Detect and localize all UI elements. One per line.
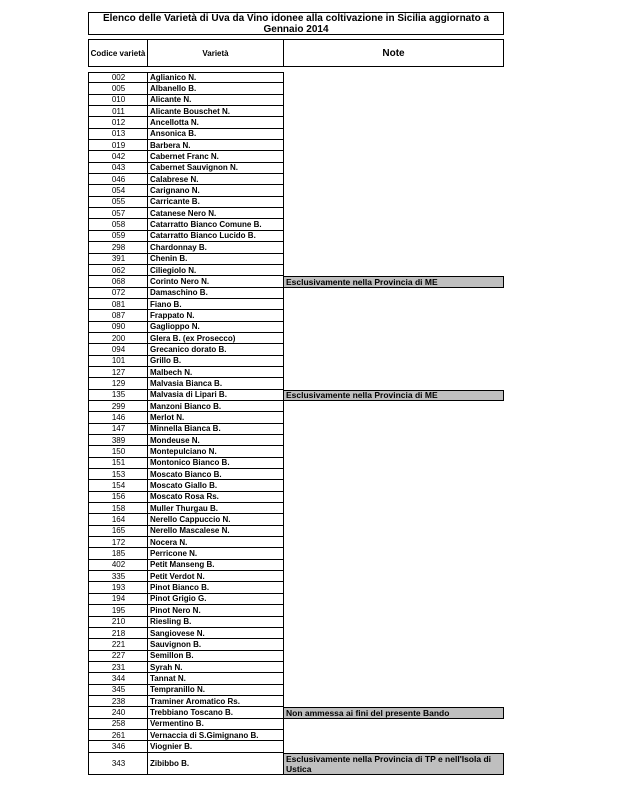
table-row — [88, 526, 504, 537]
variety-name: Glera B. (ex Prosecco) — [147, 333, 284, 344]
variety-code: 261 — [88, 730, 148, 741]
variety-code: 055 — [88, 197, 148, 208]
variety-name: Pinot Grigio G. — [147, 594, 284, 605]
variety-code: 081 — [88, 299, 148, 310]
variety-name: Ansonica B. — [147, 129, 284, 140]
table-row — [88, 356, 504, 367]
variety-code: 094 — [88, 344, 148, 355]
variety-name: Semillon B. — [147, 651, 284, 662]
variety-name: Sangiovese N. — [147, 628, 284, 639]
variety-name: Nerello Cappuccio N. — [147, 514, 284, 525]
variety-code: 172 — [88, 537, 148, 548]
table-row — [88, 662, 504, 673]
variety-name: Chenin B. — [147, 254, 284, 265]
variety-code: 240 — [88, 707, 148, 718]
variety-name: Vernaccia di S.Gimignano B. — [147, 730, 284, 741]
variety-code: 227 — [88, 651, 148, 662]
variety-name: Grecanico dorato B. — [147, 344, 284, 355]
table-row — [88, 548, 504, 559]
variety-name: Trebbiano Toscano B. — [147, 707, 284, 718]
table-row — [88, 106, 504, 117]
variety-name: Catarratto Bianco Lucido B. — [147, 231, 284, 242]
variety-code: 156 — [88, 492, 148, 503]
variety-name: Ancellotta N. — [147, 117, 284, 128]
variety-name: Malvasia Bianca B. — [147, 378, 284, 389]
table-row — [88, 197, 504, 208]
table-row — [88, 424, 504, 435]
table-row — [88, 185, 504, 196]
header-variety: Varietà — [147, 39, 284, 67]
variety-name: Petit Verdot N. — [147, 571, 284, 582]
variety-code: 402 — [88, 560, 148, 571]
variety-note: Esclusivamente nella Provincia di ME — [283, 390, 504, 401]
variety-code: 135 — [88, 390, 148, 401]
variety-name: Cabernet Sauvignon N. — [147, 163, 284, 174]
variety-code: 218 — [88, 628, 148, 639]
variety-code: 221 — [88, 639, 148, 650]
table-row — [88, 469, 504, 480]
variety-code: 165 — [88, 526, 148, 537]
table-row — [88, 685, 504, 696]
table-row — [88, 322, 504, 333]
varieties-table — [88, 72, 504, 775]
table-row — [88, 673, 504, 684]
table-row — [88, 242, 504, 253]
variety-code: 200 — [88, 333, 148, 344]
table-row — [88, 503, 504, 514]
variety-code: 231 — [88, 662, 148, 673]
variety-code: 391 — [88, 254, 148, 265]
variety-code: 146 — [88, 412, 148, 423]
variety-name: Riesling B. — [147, 617, 284, 628]
variety-code: 150 — [88, 446, 148, 457]
variety-name: Corinto Nero N. — [147, 276, 284, 287]
variety-code: 054 — [88, 185, 148, 196]
variety-code: 059 — [88, 231, 148, 242]
variety-name: Manzoni Bianco B. — [147, 401, 284, 412]
table-row — [88, 117, 504, 128]
table-row — [88, 288, 504, 299]
variety-name: Merlot N. — [147, 412, 284, 423]
table-row — [88, 492, 504, 503]
variety-code: 210 — [88, 617, 148, 628]
table-row — [88, 514, 504, 525]
variety-name: Nerello Mascalese N. — [147, 526, 284, 537]
variety-name: Minnella Bianca B. — [147, 424, 284, 435]
table-row — [88, 83, 504, 94]
variety-code: 090 — [88, 322, 148, 333]
table-row — [88, 628, 504, 639]
variety-name: Muller Thurgau B. — [147, 503, 284, 514]
table-row — [88, 310, 504, 321]
table-row — [88, 696, 504, 707]
variety-note: Non ammessa ai fini del presente Bando — [283, 707, 504, 718]
variety-code: 346 — [88, 741, 148, 752]
variety-name: Zibibbo B. — [147, 753, 284, 775]
variety-code: 343 — [88, 753, 148, 775]
header-code: Codice varietà — [88, 39, 148, 67]
table-row — [88, 412, 504, 423]
table-row — [88, 480, 504, 491]
variety-code: 005 — [88, 83, 148, 94]
table-row — [88, 140, 504, 151]
variety-code: 151 — [88, 458, 148, 469]
variety-name: Alicante Bouschet N. — [147, 106, 284, 117]
variety-name: Damaschino B. — [147, 288, 284, 299]
table-row — [88, 299, 504, 310]
table-row — [88, 378, 504, 389]
variety-code: 258 — [88, 719, 148, 730]
variety-code: 158 — [88, 503, 148, 514]
variety-name: Cabernet Franc N. — [147, 151, 284, 162]
variety-name: Moscato Giallo B. — [147, 480, 284, 491]
variety-code: 068 — [88, 276, 148, 287]
variety-name: Chardonnay B. — [147, 242, 284, 253]
variety-name: Aglianico N. — [147, 72, 284, 83]
table-row — [88, 605, 504, 616]
variety-code: 238 — [88, 696, 148, 707]
table-row — [88, 151, 504, 162]
variety-code: 299 — [88, 401, 148, 412]
variety-code: 062 — [88, 265, 148, 276]
variety-code: 193 — [88, 582, 148, 593]
variety-name: Grillo B. — [147, 356, 284, 367]
variety-name: Ciliegiolo N. — [147, 265, 284, 276]
variety-note: Esclusivamente nella Provincia di TP e nell'Isola di Ustica — [283, 753, 504, 775]
variety-name: Gaglioppo N. — [147, 322, 284, 333]
variety-code: 011 — [88, 106, 148, 117]
variety-name: Pinot Bianco B. — [147, 582, 284, 593]
variety-code: 154 — [88, 480, 148, 491]
variety-name: Calabrese N. — [147, 174, 284, 185]
variety-code: 002 — [88, 72, 148, 83]
document-title: Elenco delle Varietà di Uva da Vino idonee alla coltivazione in Sicilia aggiornato a Gennaio 2014 — [88, 12, 504, 35]
variety-code: 194 — [88, 594, 148, 605]
variety-code: 010 — [88, 95, 148, 106]
table-row — [88, 265, 504, 276]
table-row — [88, 617, 504, 628]
table-row — [88, 219, 504, 230]
variety-code: 057 — [88, 208, 148, 219]
table-row — [88, 719, 504, 730]
variety-code: 344 — [88, 673, 148, 684]
header-notes: Note — [283, 39, 504, 67]
table-row — [88, 231, 504, 242]
variety-name: Viognier B. — [147, 741, 284, 752]
table-row — [88, 129, 504, 140]
variety-name: Pinot Nero N. — [147, 605, 284, 616]
table-row — [88, 537, 504, 548]
variety-code: 147 — [88, 424, 148, 435]
variety-code: 043 — [88, 163, 148, 174]
variety-name: Tannat N. — [147, 673, 284, 684]
variety-name: Catarratto Bianco Comune B. — [147, 219, 284, 230]
variety-code: 046 — [88, 174, 148, 185]
variety-name: Fiano B. — [147, 299, 284, 310]
variety-code: 298 — [88, 242, 148, 253]
table-row — [88, 594, 504, 605]
variety-name: Montepulciano N. — [147, 446, 284, 457]
variety-name: Carignano N. — [147, 185, 284, 196]
variety-name: Albanello B. — [147, 83, 284, 94]
variety-code: 019 — [88, 140, 148, 151]
variety-code: 072 — [88, 288, 148, 299]
table-row — [88, 72, 504, 83]
table-row — [88, 707, 504, 718]
table-row — [88, 390, 504, 401]
variety-name: Petit Manseng B. — [147, 560, 284, 571]
table-row — [88, 333, 504, 344]
variety-code: 129 — [88, 378, 148, 389]
table-row — [88, 344, 504, 355]
variety-code: 389 — [88, 435, 148, 446]
variety-name: Vermentino B. — [147, 719, 284, 730]
variety-name: Syrah N. — [147, 662, 284, 673]
variety-code: 345 — [88, 685, 148, 696]
table-row — [88, 753, 504, 775]
variety-name: Sauvignon B. — [147, 639, 284, 650]
variety-code: 042 — [88, 151, 148, 162]
variety-code: 195 — [88, 605, 148, 616]
variety-name: Catanese Nero N. — [147, 208, 284, 219]
table-row — [88, 446, 504, 457]
table-row — [88, 651, 504, 662]
table-row — [88, 254, 504, 265]
variety-code: 164 — [88, 514, 148, 525]
variety-name: Barbera N. — [147, 140, 284, 151]
table-row — [88, 582, 504, 593]
variety-name: Traminer Aromatico Rs. — [147, 696, 284, 707]
variety-name: Perricone N. — [147, 548, 284, 559]
table-row — [88, 163, 504, 174]
table-row — [88, 458, 504, 469]
variety-name: Alicante N. — [147, 95, 284, 106]
variety-code: 185 — [88, 548, 148, 559]
variety-code: 335 — [88, 571, 148, 582]
variety-name: Frappato N. — [147, 310, 284, 321]
table-row — [88, 95, 504, 106]
variety-name: Nocera N. — [147, 537, 284, 548]
variety-name: Montonico Bianco B. — [147, 458, 284, 469]
table-row — [88, 401, 504, 412]
variety-name: Tempranillo N. — [147, 685, 284, 696]
variety-code: 101 — [88, 356, 148, 367]
variety-name: Carricante B. — [147, 197, 284, 208]
variety-code: 153 — [88, 469, 148, 480]
table-row — [88, 571, 504, 582]
table-row — [88, 174, 504, 185]
variety-name: Mondeuse N. — [147, 435, 284, 446]
table-row — [88, 560, 504, 571]
table-row — [88, 276, 504, 287]
table-row — [88, 639, 504, 650]
variety-note: Esclusivamente nella Provincia di ME — [283, 276, 504, 287]
variety-name: Moscato Rosa Rs. — [147, 492, 284, 503]
variety-name: Malvasia di Lipari B. — [147, 390, 284, 401]
table-row — [88, 730, 504, 741]
variety-name: Malbech N. — [147, 367, 284, 378]
variety-code: 058 — [88, 219, 148, 230]
table-row — [88, 367, 504, 378]
variety-code: 013 — [88, 129, 148, 140]
table-row — [88, 435, 504, 446]
table-row — [88, 208, 504, 219]
variety-name: Moscato Bianco B. — [147, 469, 284, 480]
table-row — [88, 741, 504, 752]
variety-code: 087 — [88, 310, 148, 321]
variety-code: 127 — [88, 367, 148, 378]
variety-code: 012 — [88, 117, 148, 128]
